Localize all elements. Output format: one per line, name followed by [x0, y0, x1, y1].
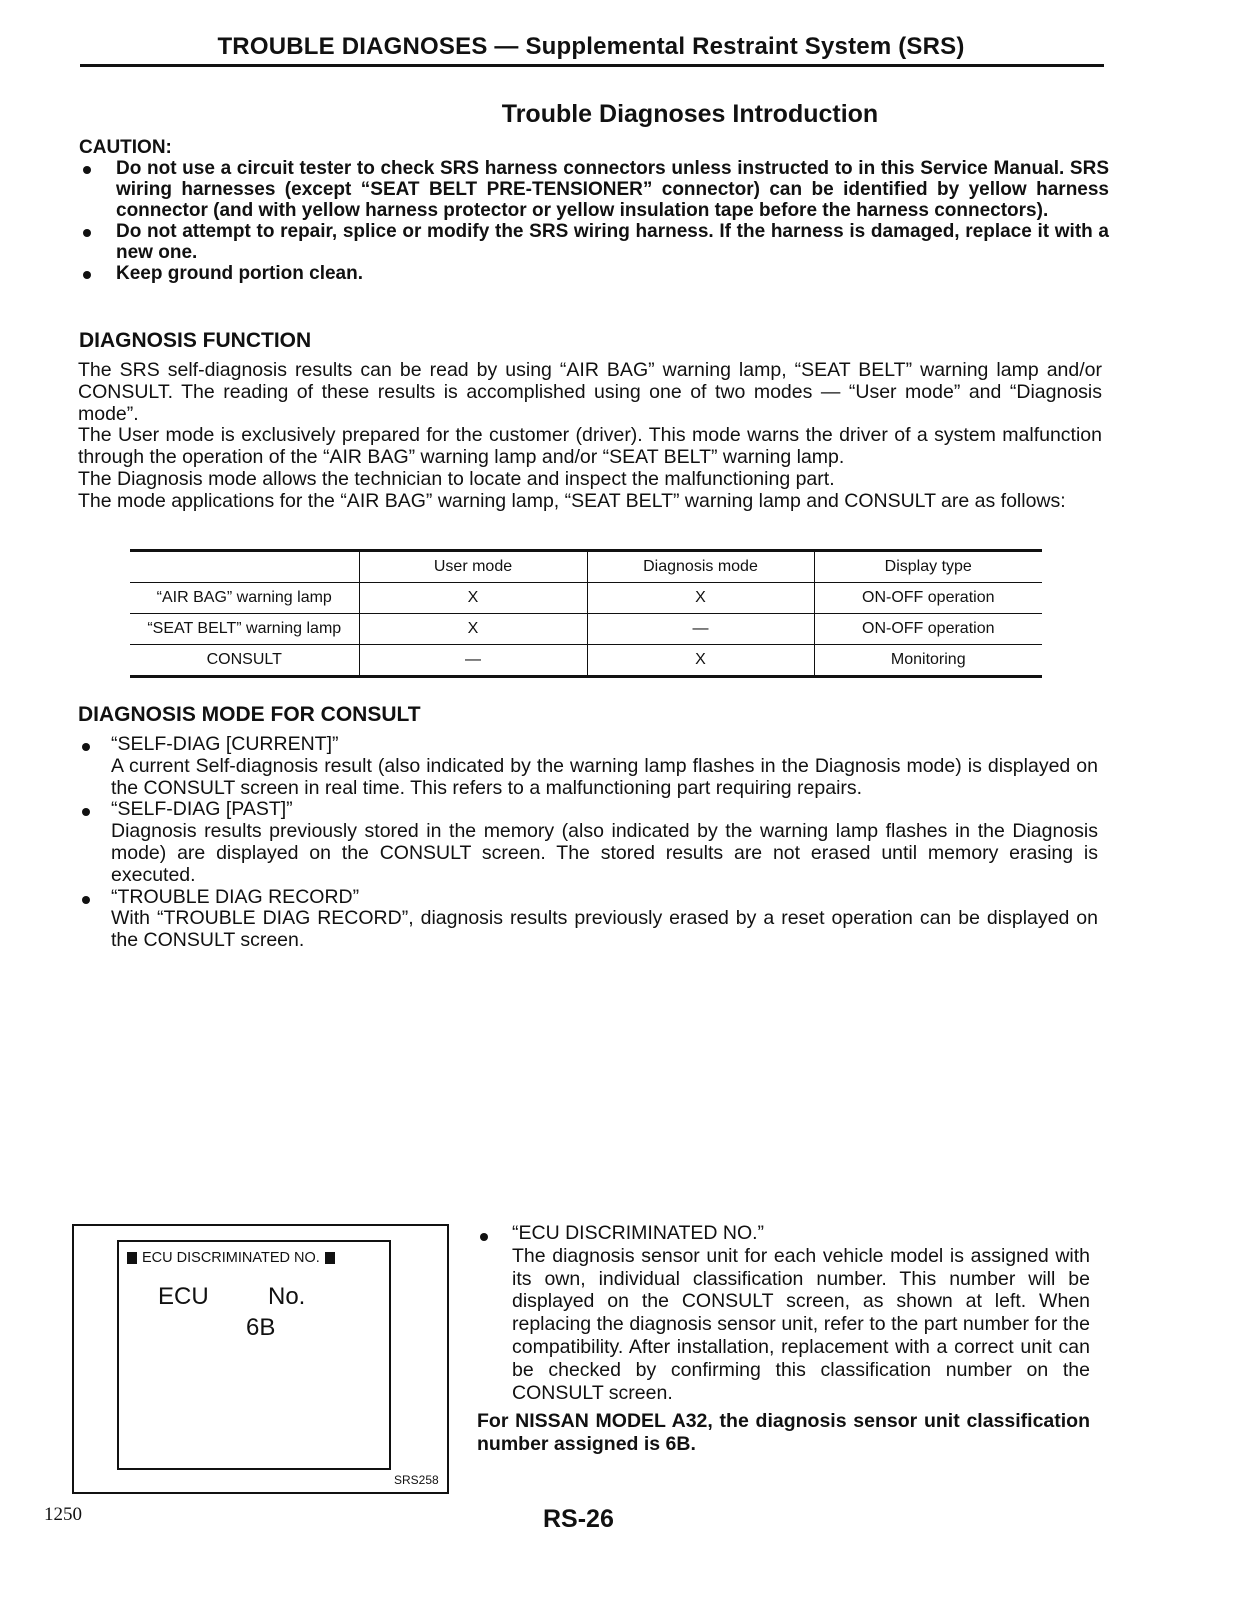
item-description: The diagnosis sensor unit for each vehicle model is assigned with its own, individual classification number. This number will be displayed on the CONSULT screen, as shown at left. When replacing the diagnosis sensor unit, refer to the part number for the compatibility. After installation, replacement with a correct unit can be checked by confirming this classification number on the CONSULT screen.: [512, 1244, 1090, 1404]
mode-table: [130, 549, 1042, 678]
caution-list: [79, 158, 1109, 284]
screen-ecu-label: ECU: [158, 1283, 209, 1310]
table-cell: “SEAT BELT” warning lamp: [130, 614, 359, 645]
paragraph: The User mode is exclusively prepared for the customer (driver). This mode warns the driver of a system malfunction through the operation of the “AIR BAG” warning lamp and/or “SEAT BELT” warning lamp.: [78, 424, 1102, 469]
square-marker-icon: [127, 1252, 137, 1264]
table-row: [130, 583, 1042, 614]
table-row: [130, 645, 1042, 677]
table-cell: X: [359, 583, 587, 614]
bullet-icon: [83, 166, 91, 174]
table-header-cell: Display type: [814, 551, 1042, 583]
diagnosis-function-heading: DIAGNOSIS FUNCTION: [79, 329, 312, 352]
consult-mode-heading: DIAGNOSIS MODE FOR CONSULT: [78, 703, 421, 726]
ecu-note: [477, 1222, 1090, 1456]
screen-value: 6B: [246, 1314, 276, 1341]
page-number: 1250: [44, 1504, 82, 1525]
page-header-title: TROUBLE DIAGNOSES — Supplemental Restraint System (SRS): [217, 33, 965, 60]
table-cell: —: [587, 614, 814, 645]
bold-note: For NISSAN MODEL A32, the diagnosis sensor unit classification number assigned is 6B.: [477, 1410, 1090, 1456]
list-item: [477, 1222, 1090, 1404]
item-title: “ECU DISCRIMINATED NO.”: [512, 1222, 765, 1244]
list-item: [76, 734, 1098, 799]
table-header-cell: User mode: [359, 551, 587, 583]
paragraph: The Diagnosis mode allows the technician to locate and inspect the malfunctioning part.: [78, 467, 835, 490]
item-description: Diagnosis results previously stored in the memory (also indicated by the warning lamp flashes in the Diagnosis mode) are displayed on the CONSULT screen. The stored results are not erased until memory erasing is executed.: [111, 820, 1098, 886]
section-page-number: RS-26: [543, 1505, 614, 1533]
item-description: A current Self-diagnosis result (also indicated by the warning lamp flashes in the Diagnosis mode) is displayed on the CONSULT screen in real time. This refers to a malfunctioning part requiring repairs.: [111, 754, 1098, 799]
table-cell: Monitoring: [814, 645, 1042, 677]
table-cell: ON-OFF operation: [814, 614, 1042, 645]
bullet-icon: [82, 896, 90, 904]
paragraph: The SRS self-diagnosis results can be read by using “AIR BAG” warning lamp, “SEAT BELT” warning lamp and/or CONSULT. The reading of these results is accomplished using one of two modes — “User mode” and “Diagnosis mode”.: [78, 359, 1102, 425]
table-cell: ON-OFF operation: [814, 583, 1042, 614]
figure-code: SRS258: [394, 1473, 439, 1487]
item-title: “TROUBLE DIAG RECORD”: [111, 885, 360, 908]
list-item: [76, 887, 1098, 952]
consult-mode-list: [76, 734, 1098, 952]
header-rule: [80, 64, 1104, 67]
caution-item: Do not use a circuit tester to check SRS harness connectors unless instructed to in this Service Manual. SRS wiring harnesses (except “SEAT BELT PRE-TENSIONER” connector) can be identified by yellow harness connector (and with yellow harness protector or yellow insulation tape before the harness connectors).: [79, 158, 1109, 221]
diagnosis-function-body: [78, 360, 1102, 513]
paragraph: The mode applications for the “AIR BAG” warning lamp, “SEAT BELT” warning lamp and CONSULT are as follows:: [78, 489, 1066, 512]
table-row: [130, 614, 1042, 645]
bullet-icon: [480, 1233, 488, 1241]
table-cell: CONSULT: [130, 645, 359, 677]
screen-header: ECU DISCRIMINATED NO.: [122, 1250, 340, 1266]
table-cell: X: [587, 583, 814, 614]
screen-no-label: No.: [268, 1283, 306, 1310]
square-marker-icon: [325, 1252, 335, 1264]
bullet-icon: [82, 743, 90, 751]
item-description: With “TROUBLE DIAG RECORD”, diagnosis results previously erased by a reset operation can be displayed on the CONSULT screen.: [111, 907, 1098, 952]
section-title: Trouble Diagnoses Introduction: [501, 100, 879, 128]
table-header-cell: [130, 551, 359, 583]
table-header-row: [130, 551, 1042, 583]
table-header-cell: Diagnosis mode: [587, 551, 814, 583]
caution-item: Do not attempt to repair, splice or modify the SRS wiring harness. If the harness is damaged, replace it with a new one.: [79, 221, 1109, 263]
bullet-icon: [82, 808, 90, 816]
table-cell: —: [359, 645, 587, 677]
table-cell: “AIR BAG” warning lamp: [130, 583, 359, 614]
list-item: [76, 799, 1098, 886]
bullet-icon: [83, 229, 91, 237]
bullet-icon: [83, 271, 91, 279]
caution-label: CAUTION:: [79, 137, 172, 158]
table-cell: X: [587, 645, 814, 677]
item-title: “SELF-DIAG [PAST]”: [111, 798, 293, 821]
table-cell: X: [359, 614, 587, 645]
item-title: “SELF-DIAG [CURRENT]”: [111, 733, 339, 755]
caution-item: Keep ground portion clean.: [79, 263, 1109, 284]
consult-screen: [117, 1240, 391, 1470]
